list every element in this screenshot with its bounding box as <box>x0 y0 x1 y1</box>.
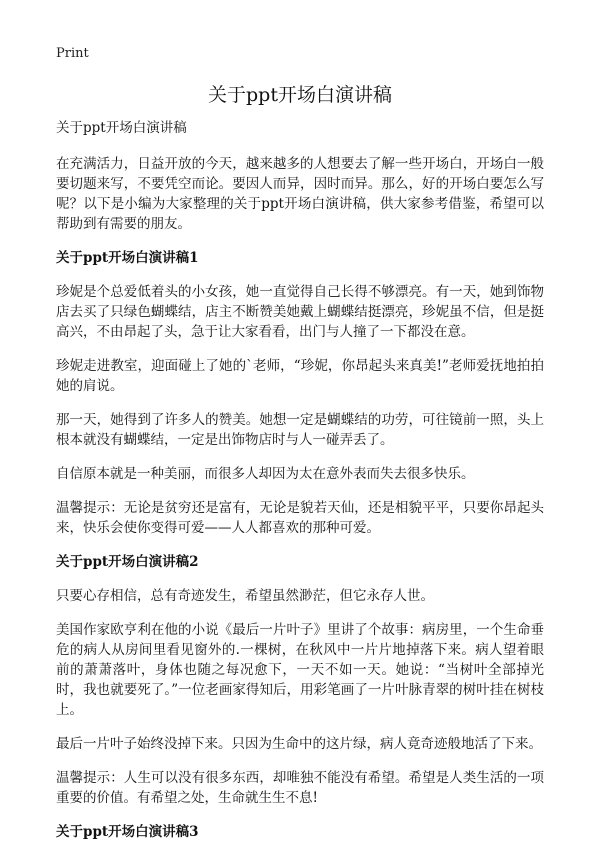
intro-paragraph: 在充满活力，日益开放的今天，越来越多的人想要去了解一些开场白，开场白一般要切题来写，不要凭空而论。要因人而异，因时而异。那么，好的开场白要怎么写呢？以下是小编为大家整理的关于ppt开场白演讲稿，供大家参考借鉴，希望可以帮助到有需要的朋友。 <box>56 156 544 232</box>
document-subtitle: 关于ppt开场白演讲稿 <box>56 120 187 136</box>
section-2-paragraph-1: 只要心存相信，总有奇迹发生，希望虽然渺茫，但它永存人世。 <box>56 588 434 604</box>
section-2-paragraph-3: 最后一片叶子始终没掉下来。只因为生命中的这片绿，病人竟奇迹般地活了下来。 <box>56 736 542 752</box>
section-heading-3: 关于ppt开场白演讲稿3 <box>56 824 199 840</box>
section-1-paragraph-5: 温馨提示：无论是贫穷还是富有，无论是貌若天仙，还是相貌平平，只要你昂起头来，快乐会使你变得可爱——人人都喜欢的那种可爱。 <box>56 500 544 536</box>
section-heading-2: 关于ppt开场白演讲稿2 <box>56 554 199 570</box>
section-1-paragraph-4: 自信原本就是一种美丽，而很多人却因为太在意外表而失去很多快乐。 <box>56 466 475 482</box>
section-2-paragraph-2: 美国作家欧亨利在他的小说《最后一片叶子》里讲了个故事：病房里，一个生命垂危的病人从房间里看见窗外的.一棵树，在秋风中一片片地掉落下来。病人望着眼前的萧萧落叶，身体也随之每况愈下，一天不如一天。她说：“当树叶全部掉光时，我也就要死了。”一位老画家得知后，用彩笔画了一片叶脉青翠的树叶挂在树枝上。 <box>56 622 544 718</box>
document-body <box>56 118 544 856</box>
section-1-paragraph-1: 珍妮是个总爱低着头的小女孩，她一直觉得自己长得不够漂亮。有一天，她到饰物店去买了只绿色蝴蝶结，店主不断赞美她戴上蝴蝶结挺漂亮，珍妮虽不信，但是挺高兴，不由昂起了头，急于让大家看看，出门与人撞了一下都没在意。 <box>56 284 544 340</box>
section-1-paragraph-2: 珍妮走进教室，迎面碰上了她的`老师，“珍妮，你昂起头来真美!”老师爱抚地拍拍她的肩说。 <box>56 358 544 394</box>
section-1-paragraph-3: 那一天，她得到了许多人的赞美。她想一定是蝴蝶结的功劳，可往镜前一照，头上根本就没有蝴蝶结，一定是出饰物店时与人一碰弄丢了。 <box>56 412 544 448</box>
print-link[interactable]: Print <box>56 46 89 61</box>
section-2-paragraph-4: 温馨提示：人生可以没有很多东西，却唯独不能没有希望。希望是人类生活的一项重要的价值。有希望之处，生命就生生不息! <box>56 770 544 806</box>
section-heading-1: 关于ppt开场白演讲稿1 <box>56 250 199 266</box>
document-title: 关于ppt开场白演讲稿 <box>208 84 392 106</box>
